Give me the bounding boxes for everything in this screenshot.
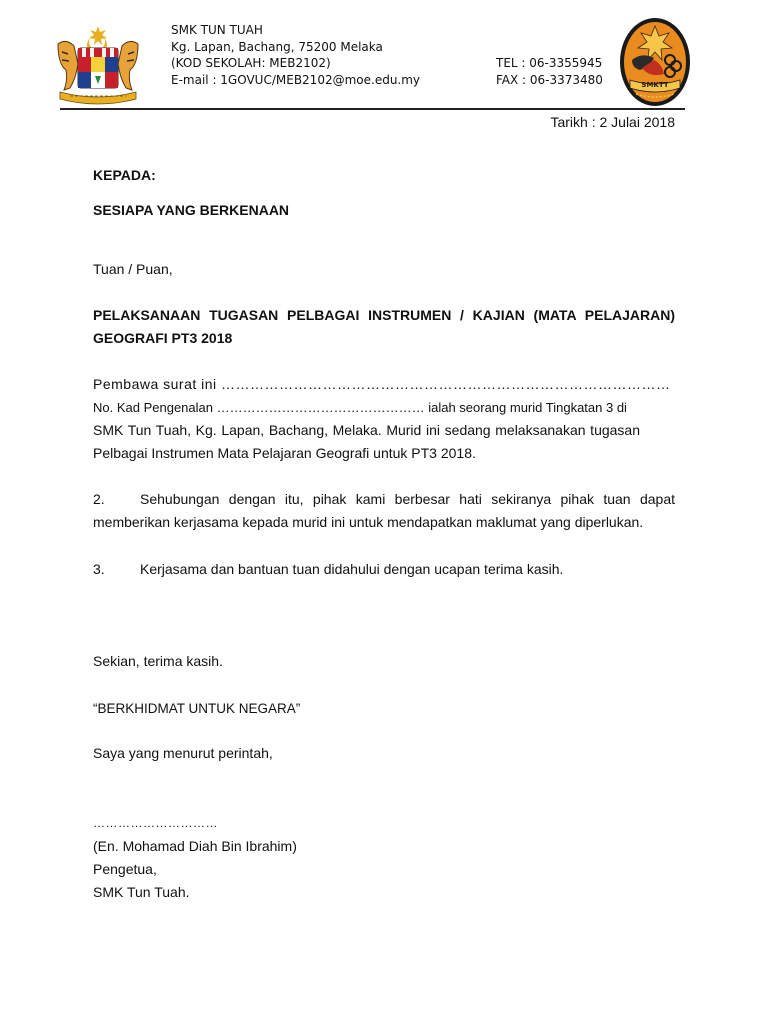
school-header — [171, 22, 491, 88]
paragraph-1-line-1: Pembawa surat ini ………………………………………………………………………………… — [93, 376, 671, 392]
signer-name: (En. Mohamad Diah Bin Ibrahim) — [93, 838, 297, 854]
school-tel: TEL : 06-3355945 — [496, 56, 603, 70]
signer-org: SMK Tun Tuah. — [93, 884, 190, 900]
malaysia-coat-of-arms-icon — [52, 24, 144, 106]
sign-off: Saya yang menurut perintah, — [93, 745, 273, 761]
paragraph-3-line-1: Kerjasama dan bantuan tuan didahului dengan ucapan terima kasih. — [140, 561, 564, 577]
paragraph-3-number: 3. — [93, 561, 105, 577]
header-divider — [60, 108, 685, 110]
contact-block — [496, 55, 616, 88]
school-emblem-icon — [618, 16, 692, 108]
subject-line-2: GEOGRAFI PT3 2018 — [93, 330, 233, 346]
subject-line-1: PELAKSANAAN TUGASAN PELBAGAI INSTRUMEN / KAJIAN (MATA PELAJARAN) — [93, 307, 675, 323]
paragraph-1-line-2: No. Kad Pengenalan ………………………………………… ialah seorang murid Tingkatan 3 di — [93, 400, 627, 415]
closing: Sekian, terima kasih. — [93, 653, 223, 669]
paragraph-2-line-1: Sehubungan dengan itu, pihak kami berbesar hati sekiranya pihak tuan dapat — [140, 491, 675, 507]
school-email: E-mail : 1GOVUC/MEB2102@moe.edu.my — [171, 72, 421, 87]
salutation: Tuan / Puan, — [93, 261, 173, 277]
signer-title: Pengetua, — [93, 861, 157, 877]
school-name: SMK TUN TUAH — [171, 23, 263, 37]
emblem-text: SMKTT — [641, 81, 669, 89]
to-label: KEPADA: — [93, 167, 156, 183]
recipient: SESIAPA YANG BERKENAAN — [93, 202, 290, 218]
paragraph-2-line-2: memberikan kerjasama kepada murid ini untuk mendapatkan maklumat yang diperlukan. — [93, 514, 644, 530]
paragraph-1-line-3: SMK Tun Tuah, Kg. Lapan, Bachang, Melaka. Murid ini sedang melaksanakan tugasan — [93, 422, 640, 438]
school-code: (KOD SEKOLAH: MEB2102) — [171, 56, 331, 70]
motto: “BERKHIDMAT UNTUK NEGARA” — [93, 701, 301, 716]
school-address: Kg. Lapan, Bachang, 75200 Melaka — [171, 39, 383, 54]
paragraph-2-number: 2. — [93, 491, 105, 507]
letter-date: Tarikh : 2 Julai 2018 — [550, 114, 675, 130]
paragraph-1-line-4: Pelbagai Instrumen Mata Pelajaran Geografi untuk PT3 2018. — [93, 445, 476, 461]
school-fax: FAX : 06-3373480 — [496, 72, 603, 87]
signature-line: ………………………… — [93, 816, 218, 830]
